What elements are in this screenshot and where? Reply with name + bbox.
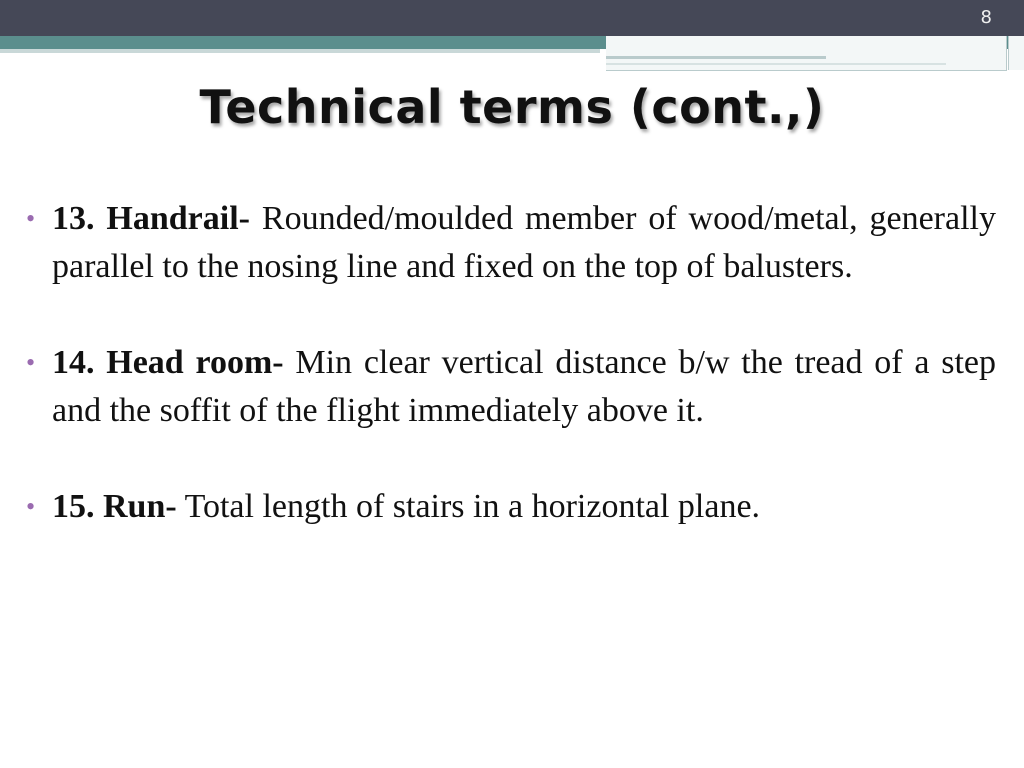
slide-title: Technical terms (cont.,) [199,80,825,134]
bullet-list [24,195,996,579]
bullet-item [24,195,996,291]
header-accent-corner [1008,36,1024,70]
bullet-item [24,339,996,435]
bullet-definition: Min clear vertical distance b/w the tread of a step and the soffit of the flight immediately above it. [52,344,996,429]
bullet-term: 14. Head room- [52,344,284,381]
slide-number: 8 [980,7,992,28]
header-teal-underline [0,49,600,53]
header-accent-line [606,63,946,65]
header-bar [0,0,1024,36]
bullet-dot-icon: • [26,348,36,377]
bullet-definition: Rounded/moulded member of wood/metal, generally parallel to the nosing line and fixed on the top of balusters. [52,200,996,285]
header-accent-line [606,56,826,59]
bullet-dot-icon: • [26,492,36,521]
header-dark-band [0,0,1024,36]
bullet-term: 15. Run- [52,488,177,525]
bullet-item [24,483,996,531]
bullet-term: 13. Handrail- [52,200,250,237]
bullet-definition: Total length of stairs in a horizontal plane. [176,488,761,525]
header-accent-box [606,36,1007,71]
bullet-dot-icon: • [26,204,36,233]
